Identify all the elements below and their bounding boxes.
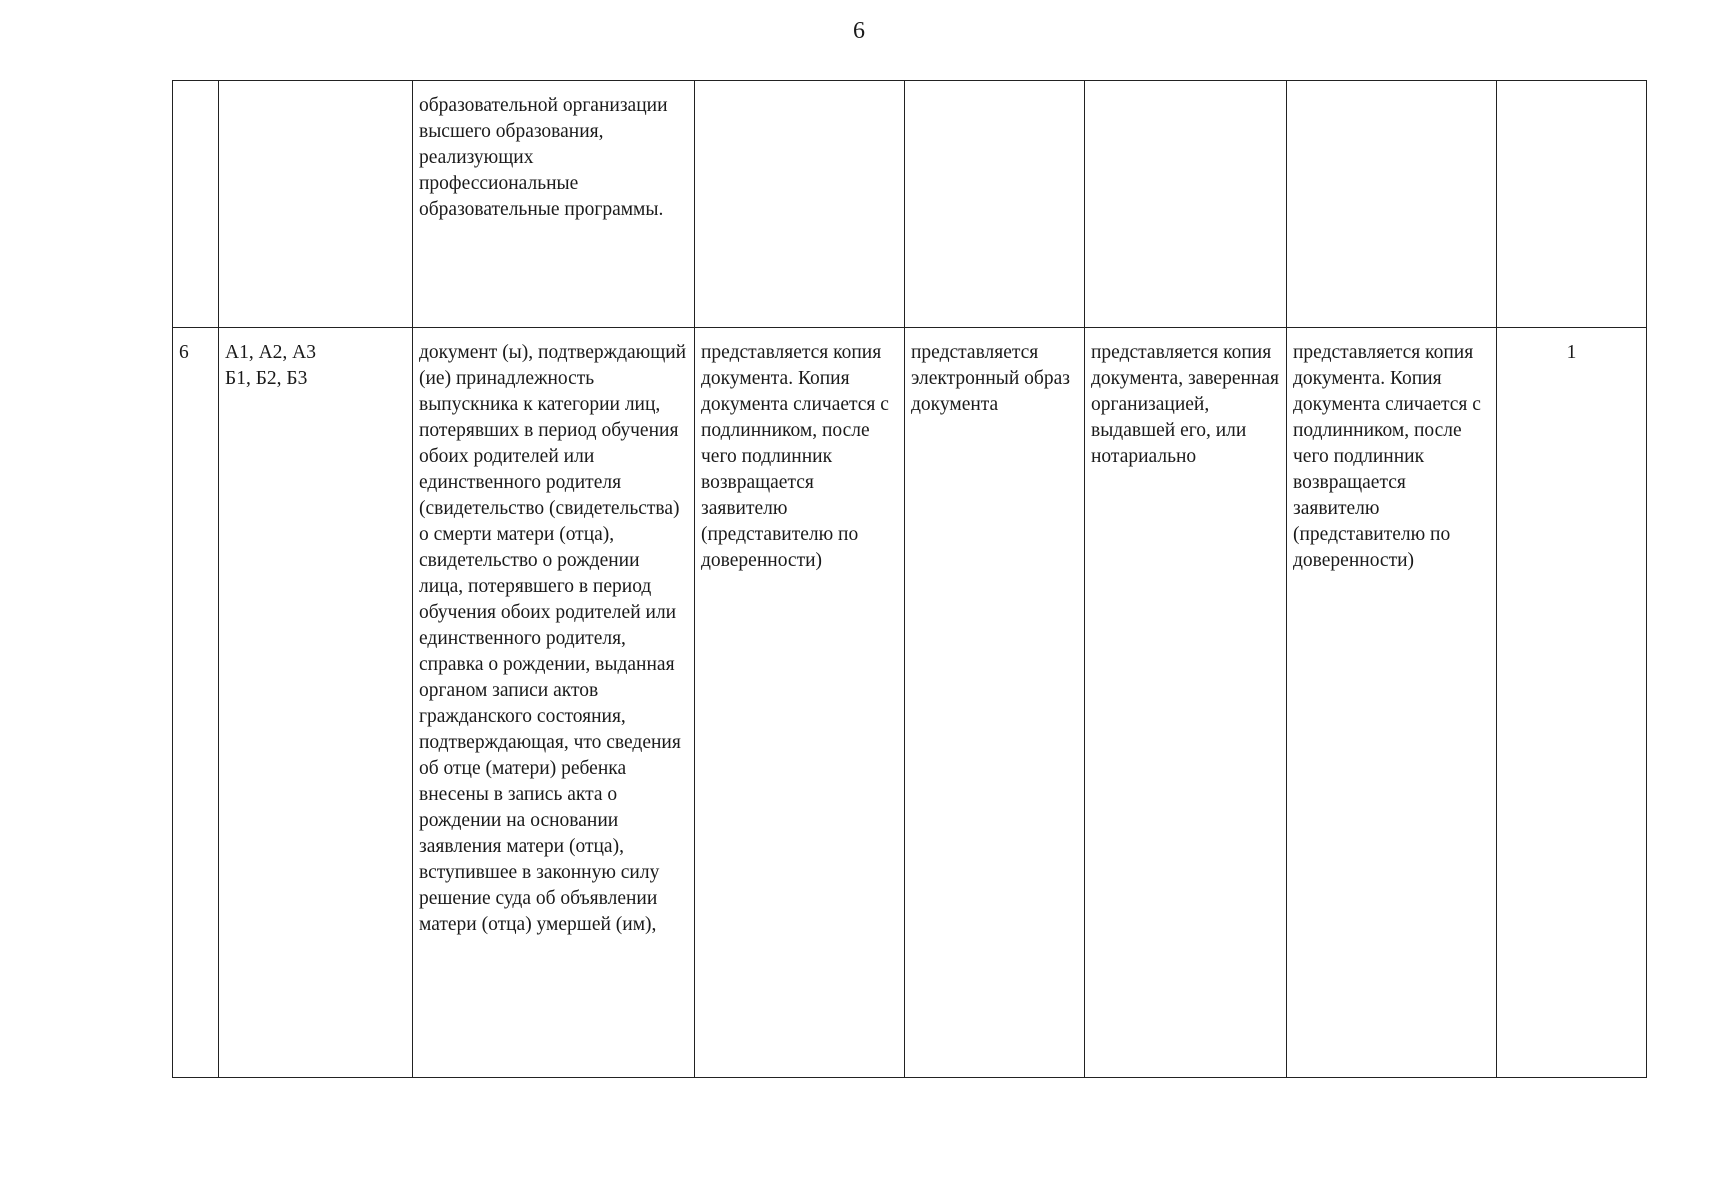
cell-col6: представляется копия документа, заверенная организацией, выдавшей его, или нотариально xyxy=(1085,328,1287,1078)
cell-col8: 1 xyxy=(1497,328,1647,1078)
cell-col5: представляется электронный образ документа xyxy=(905,328,1085,1078)
cell-codes xyxy=(219,81,413,328)
cell-col5 xyxy=(905,81,1085,328)
table-row xyxy=(173,81,1647,328)
cell-number: 6 xyxy=(173,328,219,1078)
page-number: 6 xyxy=(853,18,865,44)
cell-col7: представляется копия документа. Копия документа сличается с подлинником, после чего подлинник возвращается заявителю (представителю по доверенности) xyxy=(1287,328,1497,1078)
document-table xyxy=(172,80,1647,1078)
cell-document: образовательной организации высшего образования, реализующих профессиональные образовательные программы. xyxy=(413,81,695,328)
cell-number xyxy=(173,81,219,328)
cell-col8 xyxy=(1497,81,1647,328)
cell-col6 xyxy=(1085,81,1287,328)
cell-document: документ (ы), подтверждающий (ие) принадлежность выпускника к категории лиц, потерявших в период обучения обоих родителей или единственного родителя (свидетельство (свидетельства) о смерти матери (отца), свидетельство о рождении лица, потерявшего в период обучения обоих родителей или единственного родителя, справка о рождении, выданная органом записи актов гражданского состояния, подтверждающая, что сведения об отце (матери) ребенка внесены в запись акта о рождении на основании заявления матери (отца), вступившее в законную силу решение суда об объявлении матери (отца) умершей (им), xyxy=(413,328,695,1078)
cell-codes: А1, А2, А3 Б1, Б2, Б3 xyxy=(219,328,413,1078)
table-row xyxy=(173,328,1647,1078)
cell-col4: представляется копия документа. Копия документа сличается с подлинником, после чего подлинник возвращается заявителю (представителю по доверенности) xyxy=(695,328,905,1078)
cell-col7 xyxy=(1287,81,1497,328)
cell-col4 xyxy=(695,81,905,328)
